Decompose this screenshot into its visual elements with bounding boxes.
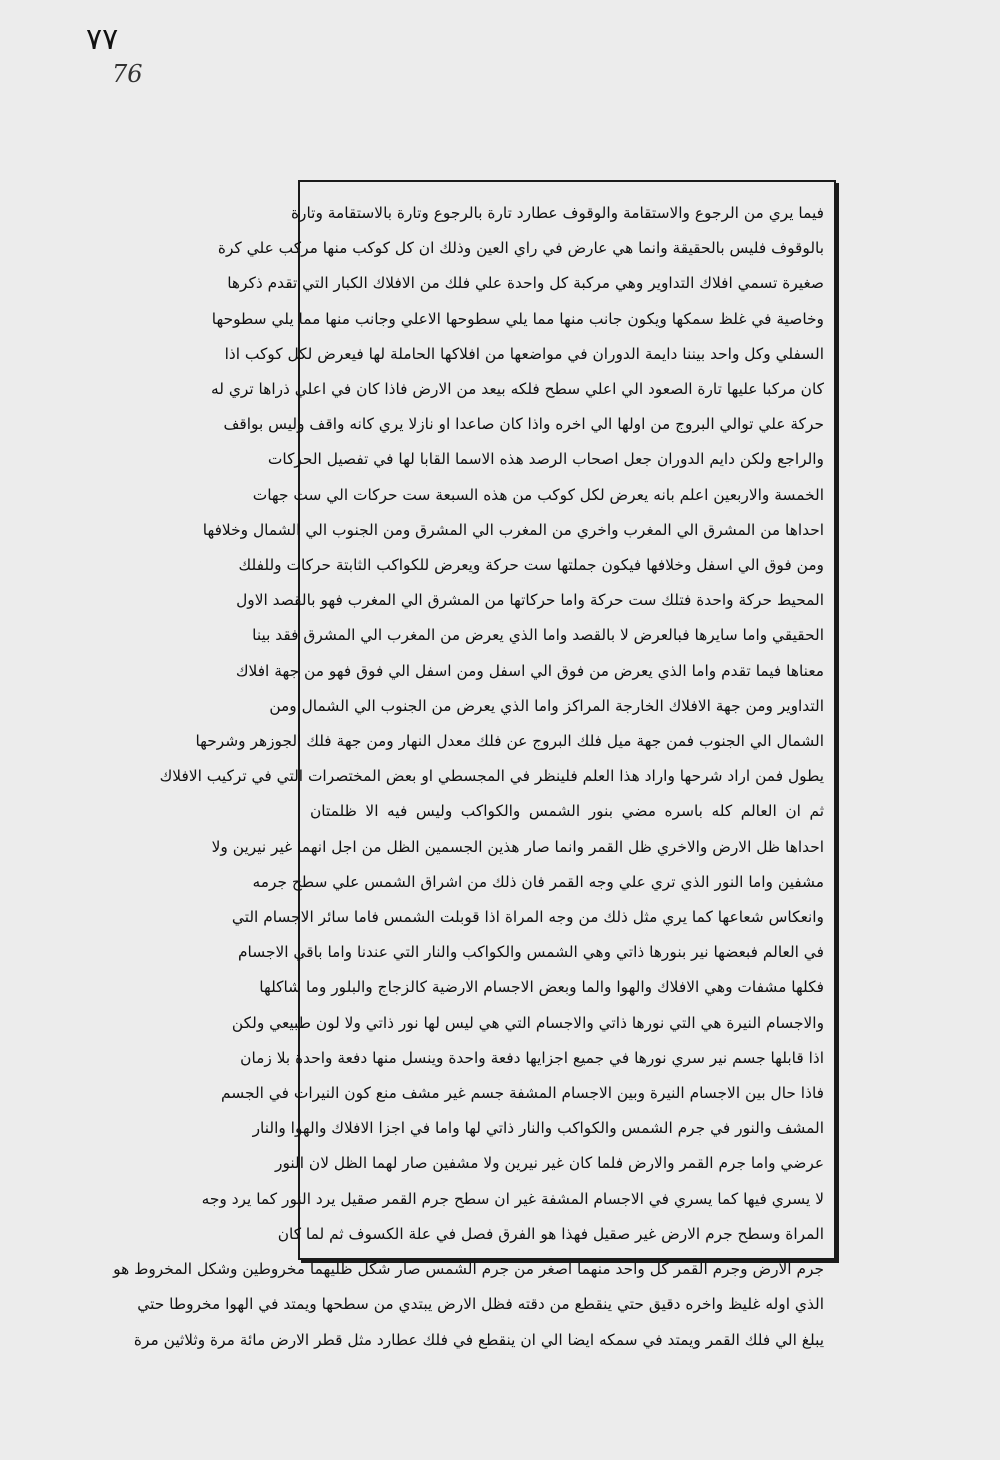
text-line: حركة علي توالي البروج من اولها الي اخره واذا كان صاعدا او نازلا يري كانه واقف وليس بواقف [223, 415, 824, 434]
text-line: السفلي وكل واحد بيننا دايمة الدوران في مواضعها من افلاكها الحاملة لها فيعرض لكل كوكب اذا [224, 344, 824, 363]
text-line: يطول فمن اراد شرحها واراد هذا العلم فلينظر في المجسطي او بعض المختصرات التي في تركيب الافلاك [159, 767, 824, 786]
text-line: احداها من المشرق الي المغرب واخري من المغرب الي المشرق ومن الجنوب الي الشمال وخلافها [202, 520, 824, 539]
text-line: الشمال الي الجنوب فمن جهة ميل فلك البروج عن فلك معدل النهار ومن جهة فلك الجوزهر وشرحها [195, 732, 824, 751]
text-line: عرضي واما جرم القمر والارض فلما كان غير نيرين ولا مشفين صار لهما الظل لان النور [275, 1154, 824, 1173]
text-line: ثم ان العالم كله باسره مضي بنور الشمس والكواكب وليس فيه الا ظلمتان [310, 802, 824, 821]
text-line: لا يسري فيها كما يسري في الاجسام المشفة غير ان سطح جرم القمر صقيل يرد النور كما يرد وجه [201, 1189, 824, 1208]
text-line: جرم الارض وجرم القمر كل واحد منهما اصغر من جرم الشمس صار شكل ظليهما مخروطين وشكل المخروط هو [113, 1260, 824, 1279]
text-line: المحيط حركة واحدة فتلك ست حركة واما حركاتها من المشرق الي المغرب فهو بالقصد الاول [236, 591, 824, 610]
text-line: فيما يري من الرجوع والاستقامة والوقوف عطارد تارة بالرجوع وتارة بالاستقامة وتارة [290, 204, 824, 222]
text-line: الحقيقي واما سايرها فبالعرض لا بالقصد واما الذي يعرض من المغرب الي المشرق فقد بينا [252, 626, 824, 645]
text-line: الذي اوله غليظ واخره دقيق حتي ينقطع من دقته فظل الارض يبتدي من سطحها ويمتد في الهوا مخروطا حتي [137, 1295, 824, 1314]
folio-number-arabic: ٧٧ [86, 22, 119, 57]
folio-number-latin: 76 [112, 60, 143, 88]
text-line: التداوير ومن جهة الافلاك الخارجة المراكز واما الذي يعرض من الجنوب الي الشمال ومن [269, 696, 824, 715]
text-line: وانعكاس شعاعها كما يري مثل ذلك من وجه المراة اذا قوبلت الشمس فاما سائر الاجسام التي [231, 908, 824, 927]
text-line: احداها ظل الارض والاخري ظل القمر وانما صار هذين الجسمين الظل من اجل انهما غير نيرين ولا [211, 837, 824, 856]
text-line: وخاصية في غلظ سمكها ويكون جانب منها مما يلي سطوحها الاعلي وجانب منها مما يلي سطوحها [211, 309, 824, 328]
text-line: والاجسام النيرة هي التي نورها ذاتي والاجسام التي هي ليس لها نور ذاتي ولا لون طبيعي ولكن [231, 1013, 824, 1032]
text-line: صغيرة تسمي افلاك التداوير وهي مركبة كل واحدة علي فلك من الافلاك الكبار التي تقدم ذكرها [227, 274, 824, 293]
text-line: المراة وسطح جرم الارض غير صقيل فهذا هو الفرق فصل في علة الكسوف ثم لما كان [277, 1224, 824, 1243]
text-line: فكلها مشفات وهي الافلاك والهوا والما وبعض الاجسام الارضية كالزجاج والبلور وما شاكلها [259, 978, 824, 997]
text-line: فاذا حال بين الاجسام النيرة وبين الاجسام المشفة جسم غير مشف منع كون النيرات في الجسم [221, 1084, 824, 1103]
text-line: مشفين واما النور الذي تري علي وجه القمر فان ذلك من اشراق الشمس علي سطح جرمه [252, 872, 824, 891]
manuscript-text-body [113, 196, 824, 1358]
text-line: اذا قابلها جسم نير سري نورها في جميع اجزايها دفعة واحدة وينسل منها دفعة واحدة بلا زمان [240, 1048, 824, 1067]
text-line: الخمسة والاربعين اعلم بانه يعرض لكل كوكب من هذه السبعة ست حركات الي ست جهات [252, 485, 824, 504]
text-line: كان مركبا عليها تارة الصعود الي اعلي سطح فلكه بيعد من الارض فاذا كان في اعلي ذراها تري له [210, 380, 824, 399]
text-line: ومن فوق الي اسفل وخلافها فيكون جملتها ست حركة ويعرض للكواكب الثابتة حركات وللفلك [238, 556, 824, 575]
text-line: معناها فيما تقدم واما الذي يعرض من فوق الي اسفل ومن اسفل الي فوق فهو من جهة افلاك [235, 661, 824, 680]
manuscript-text-frame [113, 180, 836, 1349]
text-line: يبلغ الي فلك القمر ويمتد في سمكه ايضا الي ان ينقطع في فلك عطارد مثل قطر الارض مائة مرة وثلاثين مرة [133, 1330, 824, 1349]
text-line: بالوقوف فليس بالحقيقة وانما هي عارض في راي العين وذلك ان كل كوكب منها مركب علي كرة [217, 239, 824, 258]
text-line: المشف والنور في جرم الشمس والكواكب والنار ذاتي لها واما في اجزا الافلاك والهوا والنار [252, 1119, 824, 1138]
text-line: في العالم فبعضها نير بنورها ذاتي وهي الشمس والكواكب والنار التي عندنا واما باقي الاجسام [238, 943, 824, 962]
text-line: والراجع ولكن دايم الدوران جعل اصحاب الرصد هذه الاسما القابا لها في تفصيل الحركات [267, 450, 824, 469]
